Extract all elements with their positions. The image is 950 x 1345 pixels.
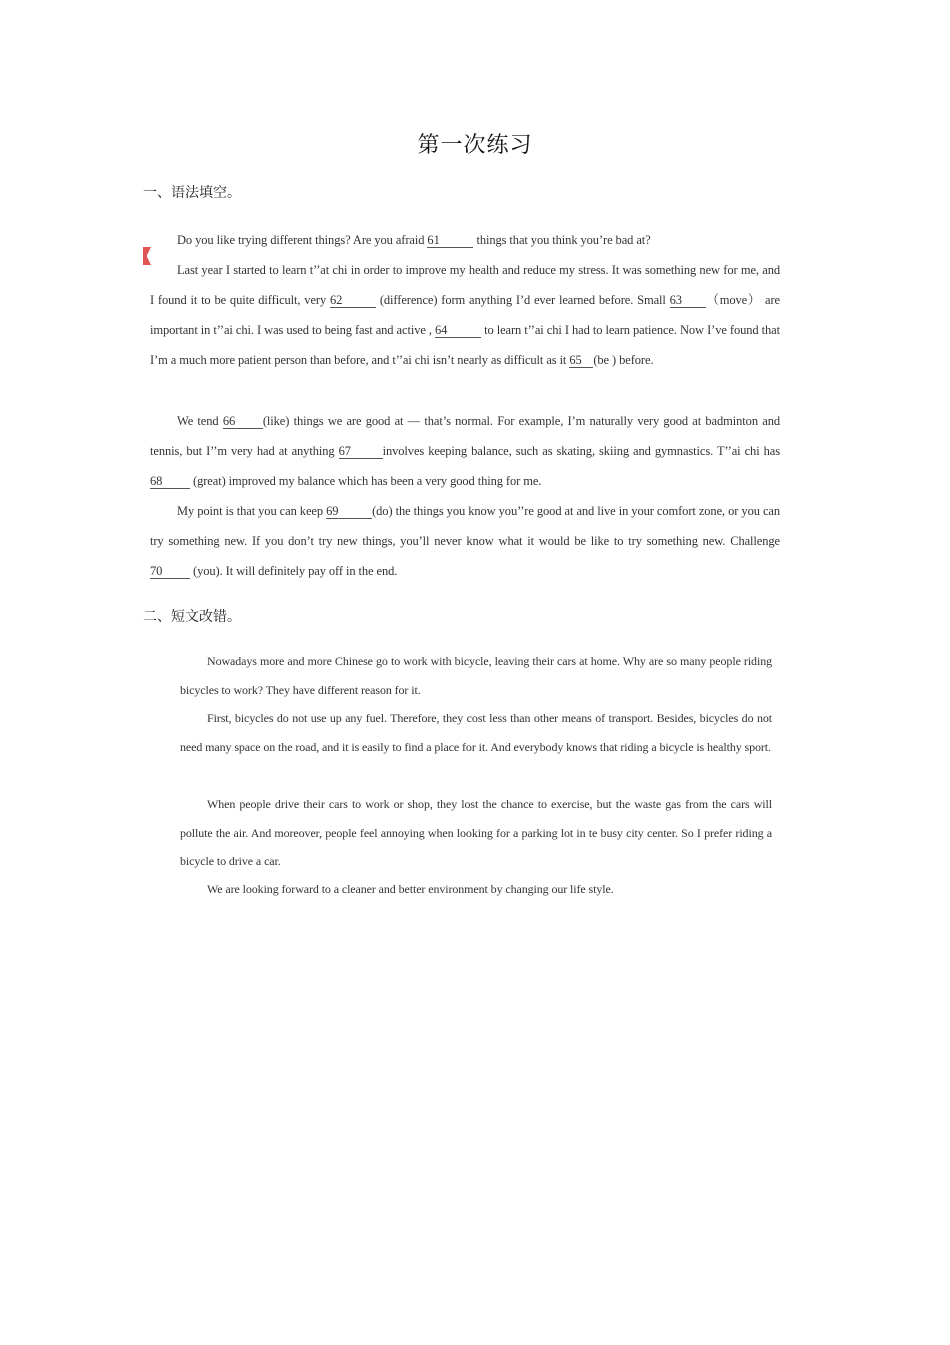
blank-62: 62 (330, 293, 376, 308)
blank-70: 70 (150, 564, 190, 579)
correction-paragraph: First, bicycles do not use up any fuel. Therefore, they cost less than other means of transport. Besides, bicycles do not need many space on the road, and it is easily to find a place for it. And everybody knows that riding a bicycle is healthy sport. (180, 711, 772, 754)
page-title: 第一次练习 (417, 133, 533, 158)
blank-67: 67 (339, 444, 383, 459)
blank-61: 61 (427, 233, 473, 248)
blank-63: 63 (670, 293, 706, 308)
grammar-paragraph: Do you like trying different things? Are you afraid 61 things that you think you’re bad at? (177, 233, 651, 247)
section-heading-error-correction: 二、短文改错。 (143, 609, 241, 625)
grammar-paragraph: We tend 66 (like) things we are good at — that’s normal. For example, I’m naturally very good at badminton and tennis, but I’’m very had at anything 67 involves keeping balance, such as skating, skiing and gymnastics. T’’ai chi has 68 (great) improved my balance which has been a very good thing for me. (150, 414, 780, 489)
grammar-paragraph: Last year I started to learn t’’at chi in order to improve my health and reduce my stress. It was something new for me, and I found it to be quite difficult, very 62 (difference) form anything I’d ever learned before. Small 63 （move） are important in t’’ai chi. I was used to being fast and active , 64 to learn t’’ai chi I had to learn patience. Now I’ve found that I’m a much more patient person than before, and t’’ai chi isn’t nearly as difficult as it 65 (be ) before. (150, 263, 780, 368)
blank-64: 64 (435, 323, 481, 338)
blank-68: 68 (150, 474, 190, 489)
grammar-paragraph: My point is that you can keep 69 (do) the things you know you’’re good at and live in your comfort zone, or you can try something new. If you don’t try new things, you’ll never know what it would be like to try something new. Challenge 70 (you). It will definitely pay off in the end. (150, 504, 780, 579)
correction-paragraph: When people drive their cars to work or shop, they lost the chance to exercise, but the waste gas from the cars will pollute the air. And moreover, people feel annoying when looking for a parking lot in te busy city center. So I prefer riding a bicycle to drive a car. (180, 797, 772, 869)
blank-69: 69 (326, 504, 372, 519)
blank-65: 65 (569, 353, 593, 368)
correction-paragraph: We are looking forward to a cleaner and better environment by changing our life style. (207, 882, 614, 896)
correction-paragraph: Nowadays more and more Chinese go to work with bicycle, leaving their cars at home. Why are so many people riding bicycles to work? They have different reason for it. (180, 654, 772, 697)
blank-66: 66 (223, 414, 263, 429)
section-heading-grammar-fill: 一、语法填空。 (143, 185, 241, 201)
